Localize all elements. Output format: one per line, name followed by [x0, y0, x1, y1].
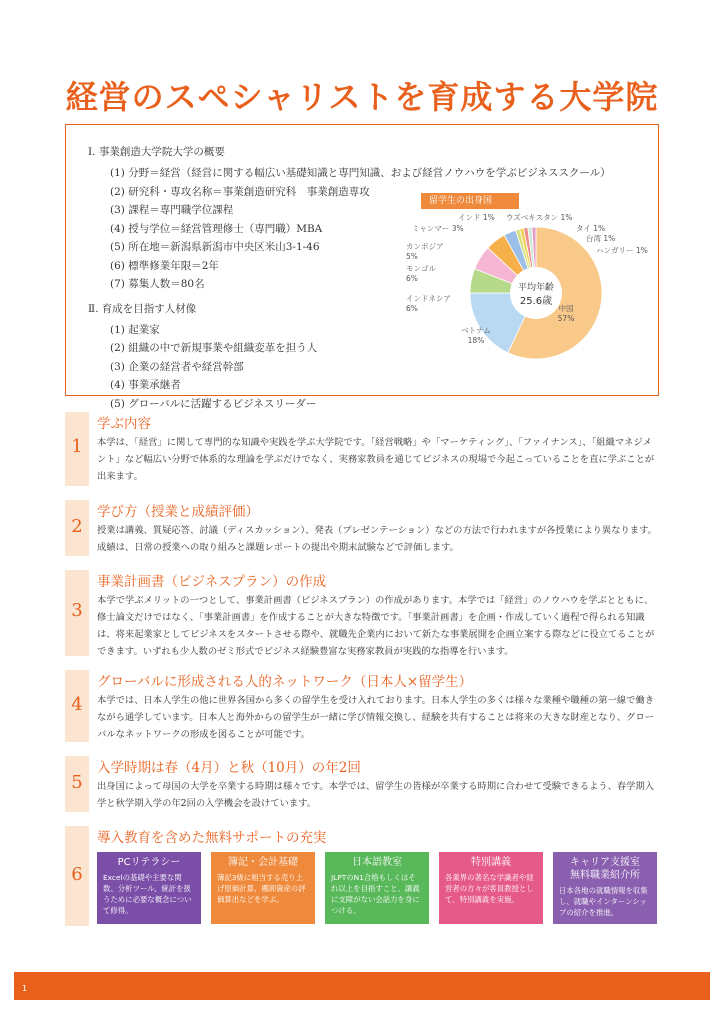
overview-item: (4) 授与学位＝経営管理修士（専門職）MBA	[110, 222, 323, 235]
card-body: Excelの基礎や主要な関数、分析ツール、統計を扱うために必要な概念について修得。	[103, 873, 192, 915]
section-number: 6	[71, 864, 83, 885]
overview-item: (6) 標準修業年限＝2年	[110, 259, 219, 272]
pie-label: ミャンマー 3%	[412, 224, 464, 233]
section-number: 1	[71, 436, 83, 457]
pie-label: 台湾 1%	[586, 234, 616, 243]
overview-heading-1: Ⅰ. 事業創造大学院大学の概要	[88, 146, 225, 158]
footer-bar	[14, 972, 710, 1000]
center-label: 平均年齢	[517, 283, 555, 293]
section-number: 5	[71, 772, 83, 793]
overview-item: (1) 分野＝経営（経営に関する幅広い基礎知識と専門知識、および経営ノウハウを学ぶビジネススクール）	[110, 167, 611, 179]
section-1	[65, 412, 659, 486]
pie-label-pct: 5%	[406, 252, 418, 261]
overview-item: (7) 募集人数＝80名	[110, 278, 205, 290]
overview-item: (5) 所在地＝新潟県新潟市中央区米山3-1-46	[110, 241, 320, 253]
support-card	[325, 852, 429, 924]
section-3	[65, 570, 659, 656]
section-number: 4	[71, 694, 83, 715]
pie-label: ウズベキスタン 1%	[506, 213, 573, 222]
section-title: 導入教育を含めた無料サポートの充実	[97, 830, 327, 846]
pie-label-pct: 6%	[406, 304, 418, 313]
pie-label: インド 1%	[458, 213, 495, 222]
pie-label-pct: 57%	[557, 314, 575, 323]
chart-title: 留学生の出身国	[421, 193, 519, 209]
pie-label-pct: 18%	[467, 336, 485, 345]
pie-label: ハンガリー 1%	[596, 246, 648, 255]
support-card	[211, 852, 315, 924]
overview-item: (3) 課程＝専門職学位課程	[110, 204, 234, 216]
card-title: 簿記・会計基礎	[228, 857, 298, 868]
center-value: 25.6歳	[519, 296, 553, 307]
support-card	[439, 852, 543, 924]
talent-item: (2) 組織の中で新規事業や組織変革を担う人	[110, 342, 318, 354]
pie-label: タイ 1%	[576, 224, 606, 233]
pie-label-pct: 6%	[406, 274, 418, 283]
card-title: 日本語教室	[352, 857, 402, 868]
overview-box	[65, 124, 659, 410]
section-body: 授業は講義、質疑応答、討議（ディスカッション）、発表（プレゼンテーション）などの方法で行われますが各授業により異なります。成績は、日常の授業への取り組みと課題レポートの提出や期末試験などで評価します。	[97, 525, 657, 553]
section-title: 入学時期は春（4月）と秋（10月）の年2回	[97, 760, 361, 776]
section-2	[65, 500, 659, 556]
overview-heading-2: Ⅱ. 育成を目指す人材像	[88, 302, 197, 315]
pie-label-name: インドネシア	[406, 294, 451, 303]
section-title: 学ぶ内容	[97, 416, 151, 432]
support-card	[553, 852, 657, 924]
section-body: 本学で学ぶメリットの一つとして、事業計画書（ビジネスプラン）の作成があります。本学では「経営」のノウハウを学ぶとともに、修士論文だけではなく、「事業計画書」を作成することが大きな特徴です。「事業計画書」を企画・作成していく過程で得られる知識は、将来起業家としてビジネスをスタートさせる際や、就職先企業内において新たな事業展開を企画立案する際などに役立てることができます。いずれも少人数のゼミ形式でビジネス経験豊富な実務家教員が実践的な指導を行います。	[97, 595, 655, 657]
section-body: 本学は、「経営」に関して専門的な知識や実践を学ぶ大学院です。「経営戦略」や「マーケティング」、「ファイナンス」、「組織マネジメント」など幅広い分野で体系的な理論を学ぶだけでなく、実務家教員を通じてビジネスの現場で今起こっていることを直に学ぶことが出来ます。	[97, 437, 655, 482]
card-title: 特別講義	[471, 857, 511, 868]
support-card	[97, 852, 201, 924]
card-title: キャリア支援室 無料職業紹介所	[570, 857, 640, 881]
pie-label-name: モンゴル	[406, 264, 436, 273]
pie-center	[510, 267, 562, 319]
section-title: グローバルに形成される人的ネットワーク（日本人×留学生）	[97, 674, 473, 690]
talent-item: (3) 企業の経営者や経営幹部	[110, 360, 244, 373]
card-body: 簿記3級に相当する売り上げ原価計算、棚卸資産の評価算出などを学ぶ。	[217, 873, 306, 904]
support-cards	[97, 852, 659, 924]
section-4	[65, 670, 659, 742]
section-body: 本学では、日本人学生の他に世界各国から多くの留学生を受け入れております。日本人学生の多くは様々な業種や職種の第一線で働きながら通学しています。日本人と海外からの留学生が一緒に学び情報交換し、経験を共有することは将来の大きな財産となり、グローバルなネットワークの形成を図ることが可能です。	[97, 695, 655, 740]
section-title: 事業計画書（ビジネスプラン）の作成	[97, 574, 327, 590]
section-number: 3	[71, 600, 83, 621]
section-title: 学び方（授業と成績評価）	[97, 504, 259, 520]
section-number: 2	[71, 516, 83, 537]
page-number: 1	[22, 984, 28, 993]
page-title: 経営のスペシャリストを育成する大学院	[65, 78, 659, 116]
talent-item: (5) グローバルに活躍するビジネスリーダー	[110, 397, 317, 410]
pie-label-name: カンボジア	[406, 242, 444, 251]
pie-label-name: ベトナム	[461, 326, 491, 335]
talent-item: (4) 事業承継者	[110, 379, 181, 391]
card-body: JLPTのN1合格もしくはそれ以上を目指すこと、講義に支障がない会話力を身につける。	[331, 873, 420, 915]
talent-item: (1) 起業家	[110, 323, 160, 336]
card-body: 各業界の著名な学識者や経営者の方々が客員教授として、特別講義を実施。	[445, 873, 534, 904]
section-5	[65, 756, 659, 812]
origin-pie-chart	[66, 125, 660, 397]
section-body: 出身国によって母国の大学を卒業する時期は様々です。本学では、留学生の皆様が卒業する時期に合わせて受験できるよう、春学期入学と秋学期入学の年2回の入学機会を設けています。	[97, 781, 655, 809]
card-body: 日本各地の就職情報を収集し、就職やインターンシップの紹介を推進。	[559, 886, 648, 917]
overview-item: (2) 研究科・専攻名称＝事業創造研究科 事業創造専攻	[110, 185, 370, 198]
card-title: PCリテラシー	[117, 857, 181, 868]
pie-label-name: 中国	[558, 304, 574, 313]
